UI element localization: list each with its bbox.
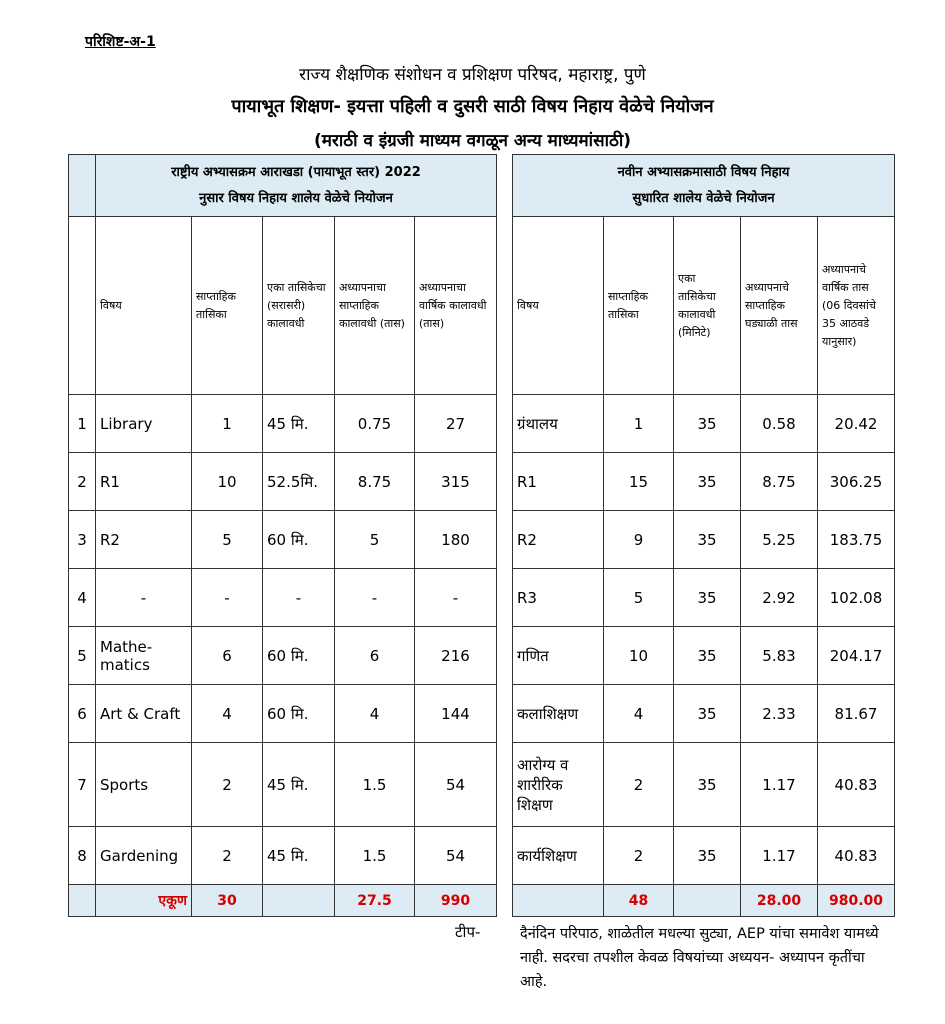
- corner-cell: [69, 155, 96, 217]
- period-duration-header: एका तासिकेचा कालावधी (मिनिटे): [674, 217, 741, 395]
- table-caption: नवीन अभ्यासक्रमासाठी विषय निहाय सुधारित शालेय वेळेचे नियोजन: [513, 155, 895, 217]
- table-row: कार्यशिक्षण 2 35 1.17 40.83: [513, 827, 895, 885]
- title-line-2: पायाभूत शिक्षण- इयत्ता पहिली व दुसरी साठी विषय निहाय वेळेचे नियोजन: [231, 96, 714, 117]
- table-row: गणित 10 35 5.83 204.17: [513, 627, 895, 685]
- total-row: 48 28.00 980.00: [513, 885, 895, 917]
- index-header: [69, 217, 96, 395]
- weekly-hours-header: अध्यापनाचा साप्ताहिक कालावधी (तास): [335, 217, 415, 395]
- table-row: 4 - - - - -: [69, 569, 497, 627]
- subject-header: विषय: [513, 217, 604, 395]
- title-line-3: (मराठी व इंग्रजी माध्यम वगळून अन्य माध्यमांसाठी): [313, 131, 632, 151]
- ncf-schedule-table: [68, 154, 497, 917]
- table-row: 1 Library 1 45 मि. 0.75 27: [69, 395, 497, 453]
- table-row: 5 Mathe-matics 6 60 मि. 6 216: [69, 627, 497, 685]
- revised-schedule-table: [512, 154, 895, 917]
- annex-label: परिशिष्ट-अ-1: [85, 34, 156, 50]
- table-row: R3 5 35 2.92 102.08: [513, 569, 895, 627]
- table-row: ग्रंथालय 1 35 0.58 20.42: [513, 395, 895, 453]
- total-row: एकूण 30 27.5 990: [69, 885, 497, 917]
- table-row: आरोग्य व शारीरिक शिक्षण 2 35 1.17 40.83: [513, 743, 895, 827]
- table-row: 2 R1 10 52.5मि. 8.75 315: [69, 453, 497, 511]
- note-label: टीप-: [455, 923, 481, 941]
- table-caption: राष्ट्रीय अभ्यासक्रम आराखडा (पायाभूत स्तर) 2022 नुसार विषय निहाय शालेय वेळेचे नियोजन: [96, 155, 497, 217]
- weekly-periods-header: साप्ताहिक तासिका: [604, 217, 674, 395]
- note-text: दैनंदिन परिपाठ, शाळेतील मधल्या सुट्या, AEP यांचा समावेश यामध्ये नाही. सदरचा तपशील केवळ विषयांच्या अध्ययन- अध्यापन कृतींचा आहे.: [520, 926, 879, 990]
- annual-hours-header: अध्यापनाचे वार्षिक तास (06 दिवसांचे 35 आठवडे यानुसार): [818, 217, 895, 395]
- subject-header: विषय: [96, 217, 192, 395]
- annual-hours-header: अध्यापनाचा वार्षिक कालावधी (तास): [415, 217, 497, 395]
- period-duration-header: एका तासिकेचा (सरासरी) कालावधी: [263, 217, 335, 395]
- table-row: R2 9 35 5.25 183.75: [513, 511, 895, 569]
- table-row: 8 Gardening 2 45 मि. 1.5 54: [69, 827, 497, 885]
- title-line-1: राज्य शैक्षणिक संशोधन व प्रशिक्षण परिषद, महाराष्ट्र, पुणे: [299, 65, 646, 85]
- table-row: 7 Sports 2 45 मि. 1.5 54: [69, 743, 497, 827]
- weekly-periods-header: साप्ताहिक तासिका: [192, 217, 263, 395]
- weekly-hours-header: अध्यापनाचे साप्ताहिक घड्याळी तास: [741, 217, 818, 395]
- table-row: 3 R2 5 60 मि. 5 180: [69, 511, 497, 569]
- table-row: कलाशिक्षण 4 35 2.33 81.67: [513, 685, 895, 743]
- table-row: 6 Art & Craft 4 60 मि. 4 144: [69, 685, 497, 743]
- table-row: R1 15 35 8.75 306.25: [513, 453, 895, 511]
